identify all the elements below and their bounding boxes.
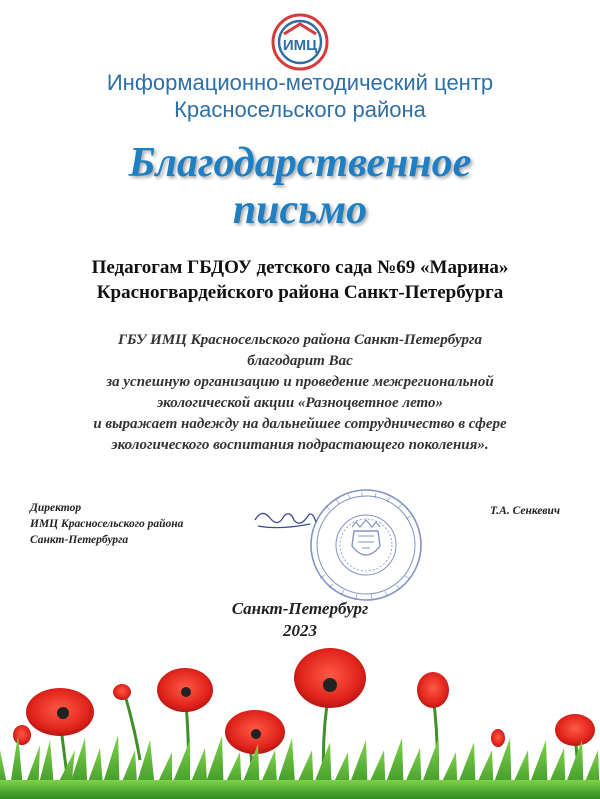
recipient-line2: Красногвардейского района Санкт-Петербурга: [96, 282, 504, 303]
body-line: благодарит Вас: [247, 353, 353, 369]
signatory-organization: ИМЦ Красносельского района: [30, 518, 184, 530]
handwritten-signature: [250, 500, 320, 540]
recipient-line1: Педагогам ГБДОУ детского сада №69 «Марина»: [91, 257, 509, 278]
poppies-grass-decoration: [0, 640, 600, 799]
body-line: экологического воспитания подрастающего поколения».: [111, 437, 489, 453]
org-name-line2: Красносельского района: [174, 97, 426, 122]
body-line: за успешную организацию и проведение межрегиональной: [106, 374, 494, 390]
body-line: экологической акции «Разноцветное лето»: [156, 395, 444, 411]
signatory-name: Т.А. Сенкевич: [490, 505, 560, 517]
logo-text: ИМЦ: [282, 37, 318, 54]
year: 2023: [283, 621, 317, 640]
letter-title-line2: письмо: [232, 187, 368, 233]
letter-title-line1: Благодарственное: [128, 140, 472, 186]
body-line: и выражает надежду на дальнейшее сотрудничество в сфере: [93, 416, 507, 432]
org-name-line1: Информационно-методический центр: [106, 70, 494, 95]
city: Санкт-Петербург: [231, 599, 369, 618]
imc-logo: [270, 12, 330, 72]
poppy-flower: [26, 688, 94, 736]
body-line: ГБУ ИМЦ Красносельского района Санкт-Петербурга: [118, 332, 482, 348]
signatory-title: Директор: [30, 502, 82, 514]
signatory-city: Санкт-Петербурга: [30, 534, 129, 546]
